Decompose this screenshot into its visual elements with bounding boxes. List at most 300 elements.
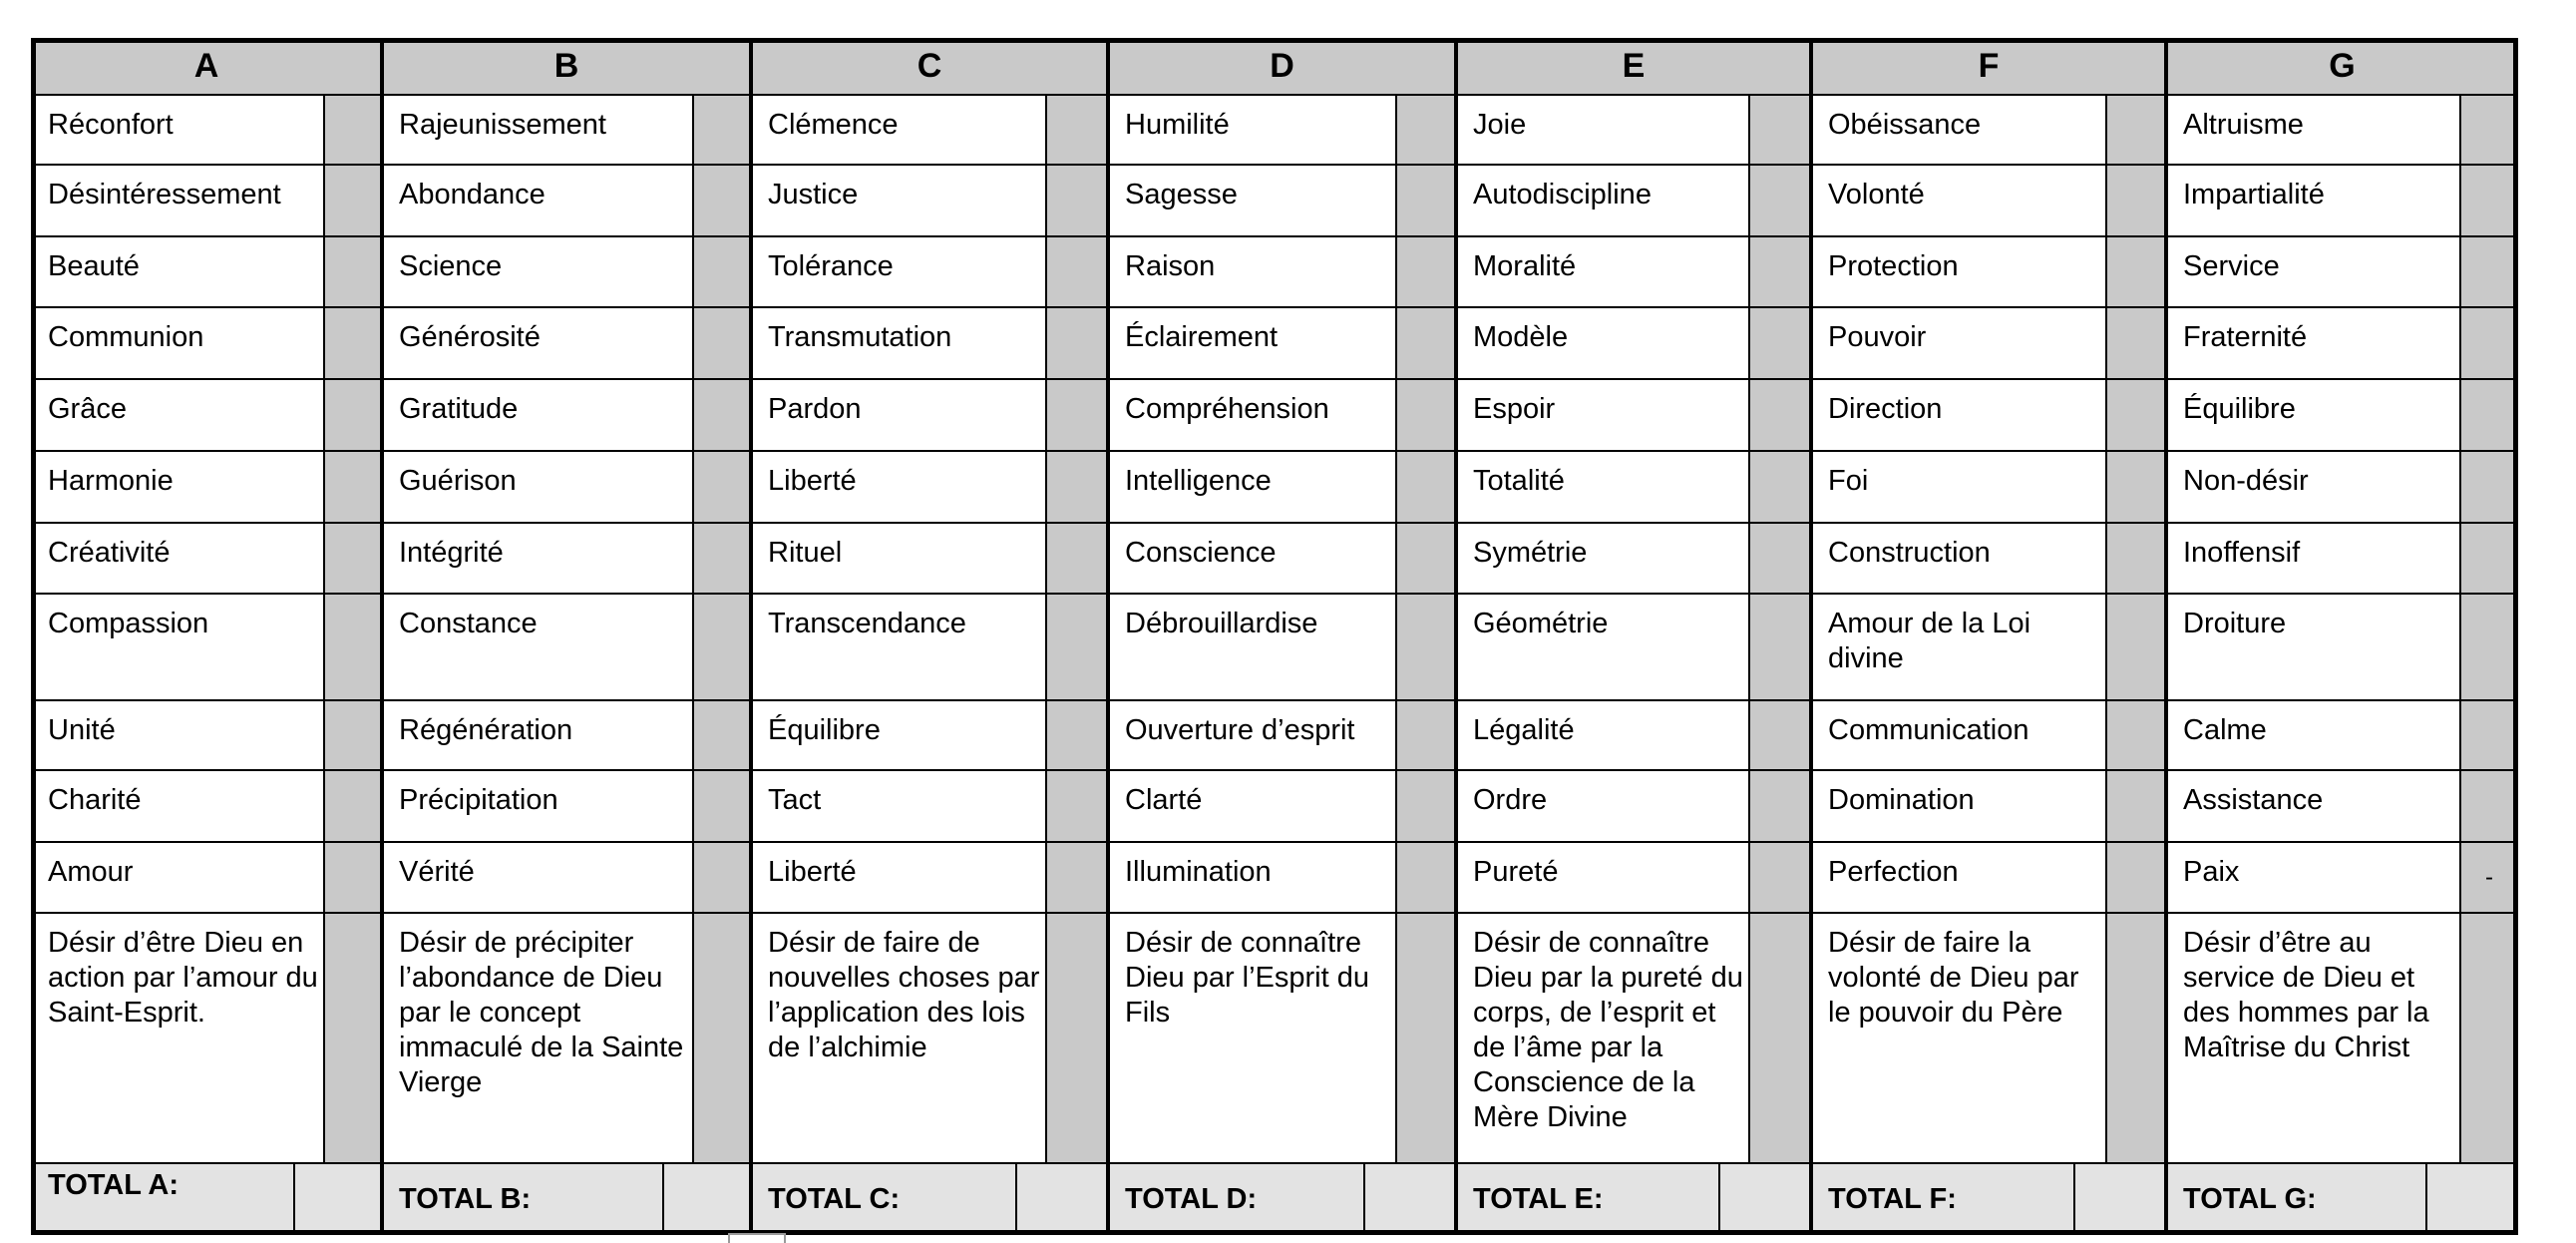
quality-label: Direction (1811, 379, 2106, 451)
score-cell[interactable] (2106, 95, 2166, 165)
score-cell[interactable] (693, 307, 751, 379)
score-divider (1748, 95, 1750, 1163)
total-divider (293, 1163, 295, 1235)
quality-label: Calme (2166, 700, 2460, 770)
column-header-d: D (1108, 38, 1456, 95)
score-cell[interactable] (2460, 236, 2518, 307)
score-cell[interactable] (1396, 770, 1456, 842)
quality-row (1108, 236, 1456, 307)
quality-label: Joie (1456, 95, 1749, 165)
quality-row (751, 523, 1108, 594)
score-cell[interactable] (2460, 307, 2518, 379)
quality-row (2166, 594, 2518, 700)
quality-row (1108, 95, 1456, 165)
total-divider (2425, 1163, 2427, 1235)
inventory-table (31, 38, 2518, 1235)
score-cell[interactable] (1396, 307, 1456, 379)
quality-row (1811, 95, 2166, 165)
quality-row (751, 842, 1108, 913)
quality-label: Désintéressement (31, 165, 324, 236)
quality-label: Foi (1811, 451, 2106, 523)
quality-row (751, 451, 1108, 523)
quality-label: Volonté (1811, 165, 2106, 236)
column-separator (1106, 38, 1110, 1235)
score-cell[interactable] (1396, 523, 1456, 594)
quality-label: Clarté (1108, 770, 1396, 842)
quality-row (2166, 842, 2518, 913)
score-cell[interactable] (693, 95, 751, 165)
quality-label: Amour de la Loi divine (1811, 594, 2106, 700)
score-cell[interactable] (693, 700, 751, 770)
quality-row (2166, 165, 2518, 236)
quality-row (751, 236, 1108, 307)
score-cell[interactable] (1749, 307, 1811, 379)
score-cell[interactable] (2460, 523, 2518, 594)
quality-label: Rajeunissement (382, 95, 693, 165)
score-cell[interactable] (1396, 95, 1456, 165)
total-label-a: TOTAL A: (31, 1163, 294, 1235)
desire-text: Désir de précipiter l’abondance de Dieu par le concept immaculé de la Sainte Vierge (382, 913, 693, 1163)
row-divider (31, 522, 2518, 524)
quality-label: Ordre (1456, 770, 1749, 842)
quality-label: Grâce (31, 379, 324, 451)
quality-label: Ouverture d’esprit (1108, 700, 1396, 770)
quality-row (382, 842, 751, 913)
quality-label: Symétrie (1456, 523, 1749, 594)
score-cell[interactable] (1396, 236, 1456, 307)
score-cell[interactable] (1749, 379, 1811, 451)
quality-label: Non-désir (2166, 451, 2460, 523)
quality-row (1456, 700, 1811, 770)
score-divider (692, 95, 694, 1163)
score-cell[interactable] (2106, 379, 2166, 451)
column-g (2166, 38, 2518, 1235)
column-header-g: G (2166, 38, 2518, 95)
quality-row (1456, 523, 1811, 594)
quality-label: Débrouillardise (1108, 594, 1396, 700)
quality-row (2166, 770, 2518, 842)
quality-row (2166, 95, 2518, 165)
column-separator (380, 38, 384, 1235)
quality-label: Justice (751, 165, 1046, 236)
total-label-d: TOTAL D: (1108, 1163, 1364, 1235)
score-cell[interactable] (693, 165, 751, 236)
quality-label: Tact (751, 770, 1046, 842)
quality-label: Vérité (382, 842, 693, 913)
score-cell[interactable] (1046, 379, 1108, 451)
quality-label: Liberté (751, 842, 1046, 913)
quality-row (1456, 307, 1811, 379)
total-row (1456, 1163, 1811, 1235)
score-cell[interactable] (1749, 165, 1811, 236)
score-cell[interactable] (693, 770, 751, 842)
quality-row (1108, 451, 1456, 523)
score-cell[interactable] (324, 594, 382, 700)
score-cell[interactable] (2106, 307, 2166, 379)
quality-row (1456, 770, 1811, 842)
quality-row (31, 236, 382, 307)
quality-label: Intégrité (382, 523, 693, 594)
score-cell[interactable] (2106, 770, 2166, 842)
quality-row (1456, 842, 1811, 913)
total-label-b: TOTAL B: (382, 1163, 663, 1235)
quality-row (382, 451, 751, 523)
score-cell[interactable] (693, 236, 751, 307)
score-cell[interactable] (324, 770, 382, 842)
total-row (1811, 1163, 2166, 1235)
quality-label: Inoffensif (2166, 523, 2460, 594)
quality-row (751, 95, 1108, 165)
score-cell[interactable] (2460, 451, 2518, 523)
quality-row (1811, 700, 2166, 770)
column-a (31, 38, 382, 1235)
quality-label: Communion (31, 307, 324, 379)
quality-label: Domination (1811, 770, 2106, 842)
column-header-b: B (382, 38, 751, 95)
quality-row (1811, 770, 2166, 842)
score-cell[interactable] (2106, 165, 2166, 236)
score-divider (1045, 95, 1047, 1163)
total-value-f[interactable] (2074, 1163, 2166, 1235)
total-divider (662, 1163, 664, 1235)
score-cell[interactable] (324, 236, 382, 307)
score-cell[interactable] (324, 165, 382, 236)
quality-row (751, 307, 1108, 379)
column-header-e: E (1456, 38, 1811, 95)
quality-row (1108, 379, 1456, 451)
quality-row (2166, 236, 2518, 307)
desire-text: Désir d’être Dieu en action par l’amour du Saint-Esprit. (31, 913, 324, 1163)
score-cell[interactable] (2460, 594, 2518, 700)
quality-label: Unité (31, 700, 324, 770)
quality-row (1811, 451, 2166, 523)
column-separator (749, 38, 753, 1235)
quality-row (1811, 307, 2166, 379)
score-cell[interactable] (1749, 770, 1811, 842)
quality-row (1456, 379, 1811, 451)
quality-row (1108, 523, 1456, 594)
score-cell[interactable] (1046, 770, 1108, 842)
quality-row (1811, 523, 2166, 594)
quality-label: Charité (31, 770, 324, 842)
score-cell[interactable] (1046, 307, 1108, 379)
quality-label: Conscience (1108, 523, 1396, 594)
desire-score-cell[interactable] (2106, 913, 2166, 1163)
quality-label: Altruisme (2166, 95, 2460, 165)
score-divider (2459, 95, 2461, 1163)
quality-row (382, 594, 751, 700)
score-cell[interactable] (1749, 700, 1811, 770)
quality-label: Obéissance (1811, 95, 2106, 165)
quality-row (2166, 379, 2518, 451)
quality-row (31, 594, 382, 700)
desire-score-cell[interactable] (693, 913, 751, 1163)
quality-row (382, 236, 751, 307)
quality-row (751, 700, 1108, 770)
score-cell[interactable] (2106, 700, 2166, 770)
quality-row (1811, 165, 2166, 236)
quality-row (1456, 95, 1811, 165)
score-cell[interactable] (693, 451, 751, 523)
desire-text: Désir de connaître Dieu par la pureté du corps, de l’esprit et de l’âme par la Conscience de la Mère Divine (1456, 913, 1749, 1163)
quality-row (1811, 236, 2166, 307)
score-cell[interactable] (324, 307, 382, 379)
quality-row (1108, 842, 1456, 913)
quality-row (1108, 700, 1456, 770)
quality-row (31, 379, 382, 451)
quality-label: Liberté (751, 451, 1046, 523)
score-cell[interactable] (693, 379, 751, 451)
quality-label: Constance (382, 594, 693, 700)
desire-row (2166, 913, 2518, 1163)
total-label-c: TOTAL C: (751, 1163, 1016, 1235)
quality-row (751, 594, 1108, 700)
quality-label: Paix (2166, 842, 2460, 913)
row-divider (31, 235, 2518, 237)
column-separator (1809, 38, 1813, 1235)
quality-row (382, 770, 751, 842)
quality-label: Créativité (31, 523, 324, 594)
desire-text: Désir de connaître Dieu par l’Esprit du Fils (1108, 913, 1396, 1163)
score-cell[interactable] (2106, 523, 2166, 594)
quality-row (31, 307, 382, 379)
quality-row (382, 307, 751, 379)
score-cell[interactable] (324, 451, 382, 523)
score-cell[interactable] (2460, 770, 2518, 842)
quality-row (31, 523, 382, 594)
score-cell[interactable] (1396, 594, 1456, 700)
quality-row (1456, 165, 1811, 236)
quality-label: Géométrie (1456, 594, 1749, 700)
total-divider (1015, 1163, 1017, 1235)
score-cell[interactable] (1396, 379, 1456, 451)
score-cell[interactable] (693, 842, 751, 913)
desire-row (751, 913, 1108, 1163)
quality-label: Intelligence (1108, 451, 1396, 523)
row-divider (31, 769, 2518, 771)
quality-label: Impartialité (2166, 165, 2460, 236)
desire-score-cell[interactable] (324, 913, 382, 1163)
quality-row (2166, 523, 2518, 594)
score-cell[interactable] (2106, 842, 2166, 913)
column-d (1108, 38, 1456, 1235)
score-cell[interactable] (1749, 236, 1811, 307)
quality-row (751, 379, 1108, 451)
score-cell[interactable] (2106, 451, 2166, 523)
quality-label: Clémence (751, 95, 1046, 165)
quality-label: Abondance (382, 165, 693, 236)
quality-label: Moralité (1456, 236, 1749, 307)
score-cell[interactable] (324, 379, 382, 451)
quality-row (2166, 307, 2518, 379)
score-divider (1395, 95, 1397, 1163)
quality-label: Perfection (1811, 842, 2106, 913)
quality-label: Guérison (382, 451, 693, 523)
score-cell[interactable] (2460, 379, 2518, 451)
score-cell[interactable] (1046, 842, 1108, 913)
desire-row (1456, 913, 1811, 1163)
quality-row (382, 523, 751, 594)
quality-label: Régénération (382, 700, 693, 770)
score-cell[interactable] (1046, 236, 1108, 307)
quality-label: Pouvoir (1811, 307, 2106, 379)
total-row (751, 1163, 1108, 1235)
score-cell[interactable] (324, 842, 382, 913)
score-cell[interactable] (693, 594, 751, 700)
desire-score-cell[interactable] (1046, 913, 1108, 1163)
total-row (1108, 1163, 1456, 1235)
score-cell[interactable] (1046, 451, 1108, 523)
score-cell[interactable] (1046, 95, 1108, 165)
quality-label: Compassion (31, 594, 324, 700)
quality-label: Transmutation (751, 307, 1046, 379)
score-cell[interactable] (1396, 165, 1456, 236)
row-divider (31, 593, 2518, 595)
quality-label: Construction (1811, 523, 2106, 594)
quality-row (31, 770, 382, 842)
desire-score-cell[interactable] (1396, 913, 1456, 1163)
score-cell[interactable] (2460, 700, 2518, 770)
quality-label: Amour (31, 842, 324, 913)
row-divider (31, 841, 2518, 843)
total-value-d[interactable] (1364, 1163, 1456, 1235)
column-f (1811, 38, 2166, 1235)
desire-row (1811, 913, 2166, 1163)
column-b (382, 38, 751, 1235)
score-cell[interactable] (324, 700, 382, 770)
total-divider (2073, 1163, 2075, 1235)
total-divider (1718, 1163, 1720, 1235)
quality-label: Générosité (382, 307, 693, 379)
quality-row (31, 95, 382, 165)
quality-row (1108, 307, 1456, 379)
score-cell[interactable] (1046, 700, 1108, 770)
row-divider (31, 306, 2518, 308)
quality-label: Protection (1811, 236, 2106, 307)
quality-row (31, 842, 382, 913)
score-cell[interactable] (1749, 451, 1811, 523)
quality-label: Compréhension (1108, 379, 1396, 451)
total-value-g[interactable] (2426, 1163, 2518, 1235)
quality-row (1456, 451, 1811, 523)
quality-label: Modèle (1456, 307, 1749, 379)
quality-label: Tolérance (751, 236, 1046, 307)
column-header-a: A (31, 38, 382, 95)
quality-label: Harmonie (31, 451, 324, 523)
total-value-a[interactable] (294, 1163, 382, 1235)
score-cell[interactable] (2106, 594, 2166, 700)
quality-label: Rituel (751, 523, 1046, 594)
quality-label: Fraternité (2166, 307, 2460, 379)
quality-row (1108, 770, 1456, 842)
total-row (31, 1163, 382, 1235)
column-header-c: C (751, 38, 1108, 95)
score-cell[interactable] (324, 523, 382, 594)
quality-label: Humilité (1108, 95, 1396, 165)
quality-label: Réconfort (31, 95, 324, 165)
quality-row (1108, 594, 1456, 700)
column-separator (1454, 38, 1458, 1235)
score-cell[interactable] (2460, 95, 2518, 165)
total-label-e: TOTAL E: (1456, 1163, 1719, 1235)
score-cell[interactable] (693, 523, 751, 594)
quality-row (1811, 379, 2166, 451)
quality-row (1108, 165, 1456, 236)
total-value-c[interactable] (1016, 1163, 1108, 1235)
quality-row (382, 700, 751, 770)
quality-label: Équilibre (751, 700, 1046, 770)
score-cell[interactable] (1046, 523, 1108, 594)
desire-row (31, 913, 382, 1163)
score-cell[interactable]: - (2460, 842, 2518, 913)
score-cell[interactable] (1749, 594, 1811, 700)
quality-row (1811, 842, 2166, 913)
column-header-f: F (1811, 38, 2166, 95)
total-row (2166, 1163, 2518, 1235)
desire-score-cell[interactable] (1749, 913, 1811, 1163)
row-divider (31, 699, 2518, 701)
quality-row (2166, 451, 2518, 523)
column-e (1456, 38, 1811, 1235)
quality-row (1456, 236, 1811, 307)
quality-label: Espoir (1456, 379, 1749, 451)
quality-row (31, 165, 382, 236)
page-marker (728, 1233, 786, 1243)
quality-label: Légalité (1456, 700, 1749, 770)
score-cell[interactable] (1749, 523, 1811, 594)
score-cell[interactable] (1046, 165, 1108, 236)
quality-label: Précipitation (382, 770, 693, 842)
total-row (382, 1163, 751, 1235)
quality-label: Équilibre (2166, 379, 2460, 451)
score-cell[interactable] (2460, 165, 2518, 236)
desire-score-cell[interactable] (2460, 913, 2518, 1163)
score-cell[interactable] (1396, 700, 1456, 770)
score-cell[interactable] (2106, 236, 2166, 307)
quality-row (1811, 594, 2166, 700)
quality-label: Science (382, 236, 693, 307)
desire-text: Désir de faire de nouvelles choses par l’application des lois de l’alchimie (751, 913, 1046, 1163)
score-cell[interactable] (1046, 594, 1108, 700)
quality-row (751, 770, 1108, 842)
desire-text: Désir de faire la volonté de Dieu par le pouvoir du Père (1811, 913, 2106, 1163)
row-divider (31, 450, 2518, 452)
quality-label: Pardon (751, 379, 1046, 451)
row-divider (31, 94, 2518, 96)
quality-row (1456, 594, 1811, 700)
score-cell[interactable] (1749, 842, 1811, 913)
quality-label: Gratitude (382, 379, 693, 451)
quality-label: Beauté (31, 236, 324, 307)
score-cell[interactable] (1396, 451, 1456, 523)
score-cell[interactable] (1396, 842, 1456, 913)
total-value-b[interactable] (663, 1163, 751, 1235)
quality-row (2166, 700, 2518, 770)
total-label-g: TOTAL G: (2166, 1163, 2426, 1235)
score-cell[interactable] (1749, 95, 1811, 165)
total-label-f: TOTAL F: (1811, 1163, 2074, 1235)
quality-label: Service (2166, 236, 2460, 307)
desire-row (1108, 913, 1456, 1163)
row-divider (31, 912, 2518, 914)
score-cell[interactable] (324, 95, 382, 165)
total-divider (1363, 1163, 1365, 1235)
total-value-e[interactable] (1719, 1163, 1811, 1235)
score-divider (323, 95, 325, 1163)
quality-row (382, 379, 751, 451)
row-divider (31, 378, 2518, 380)
quality-label: Raison (1108, 236, 1396, 307)
